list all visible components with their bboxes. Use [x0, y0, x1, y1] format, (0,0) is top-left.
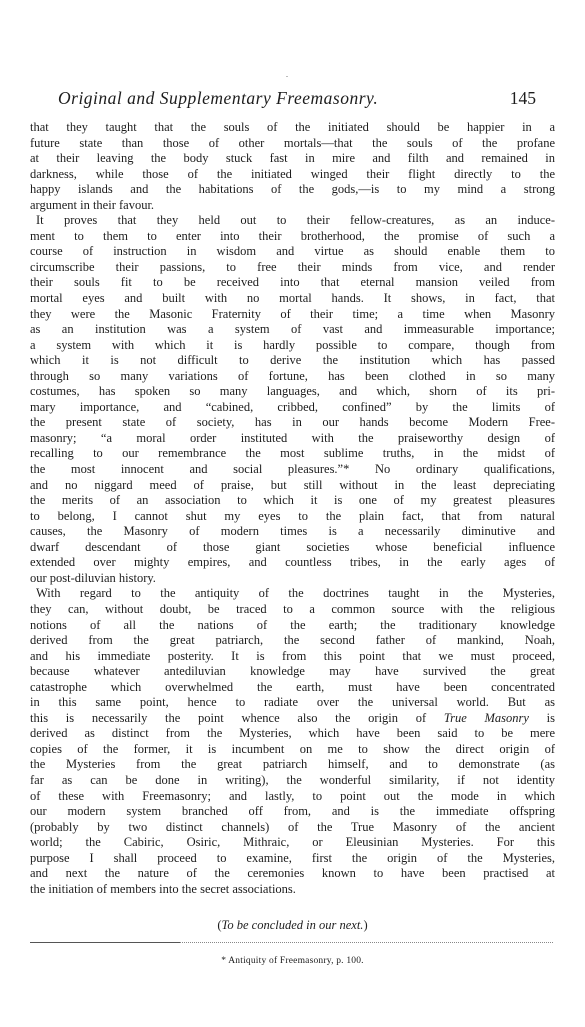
- text-line: causes, the Masonry of modern times is a necessarily diminutive and: [30, 524, 555, 539]
- text-line: mortal eyes and built with no mortal hands. It shows, in fact, that: [30, 291, 555, 306]
- continuation-close-paren: ): [363, 918, 368, 932]
- text-line: the merits of an association to which it is one of my greatest pleasures: [30, 493, 555, 508]
- text-line: far as can be done in writing), the wonderful similarity, if not identity: [30, 772, 555, 787]
- text-line: they can, without doubt, be traced to a common source with the religious: [30, 601, 555, 616]
- text-line: through so many variations of fortune, has been clothed in so many: [30, 368, 555, 383]
- text-line: With regard to the antiquity of the doctrines taught in the Mysteries,: [36, 586, 555, 601]
- text-line: the present state of society, has in our hands become Modern Free-: [30, 415, 555, 430]
- text-line: circumscribe their passions, to free their minds from vice, and render: [30, 259, 555, 274]
- text-line: derived as distinct from the Mysteries, which have been said to be mere: [30, 726, 555, 741]
- text-line: our modern system branched off from, and is the immediate offspring: [30, 804, 555, 819]
- text-line: the Mysteries from the great patriarch himself, and to demonstrate (as: [30, 757, 555, 772]
- text-line: the initiation of members into the secret associations.: [30, 881, 296, 896]
- text-line: to belong, I cannot shut my eyes to the plain fact, that from natural: [30, 508, 555, 523]
- continuation-open-paren: (: [217, 918, 222, 932]
- print-mark: [286, 76, 288, 77]
- text-line: catastrophe which overwhelmed the earth, must have been concentrated: [30, 679, 555, 694]
- text-line: they were the Masonic Fraternity of their time; a time when Masonry: [30, 306, 555, 321]
- continuation-text: To be concluded in our next.: [221, 918, 364, 932]
- text-line: our post-diluvian history.: [30, 570, 156, 585]
- paragraph: [30, 213, 555, 586]
- text-line: course of instruction in wisdom and virtue as should enable them to: [30, 244, 555, 259]
- running-title: Original and Supplementary Freemasonry.: [58, 88, 379, 108]
- text-line: copies of the former, it is incumbent on me to show the direct origin of: [30, 741, 555, 756]
- paragraph: [30, 120, 555, 213]
- text-line: argument in their favour.: [30, 197, 155, 212]
- text-line: recalling to our remembrance the most sublime truths, in the midst of: [30, 446, 555, 461]
- text-line: ment to them to enter into their brotherhood, the promise of such a: [30, 228, 555, 243]
- footnote-rule: [30, 942, 180, 943]
- text-line: of these with Freemasonry; and lastly, to point out the mode in which: [30, 788, 555, 803]
- text-line: the most innocent and social pleasures.”* No ordinary qualifications,: [30, 462, 555, 477]
- text-line: future state than those of other mortals—that the souls of the profane: [30, 135, 555, 150]
- text-line: as an institution was a system of vast and immeasurable importance;: [30, 322, 555, 337]
- text-line: mary importance, and “cabined, cribbed, confined” by the limits of: [30, 399, 555, 414]
- page-number: 145: [509, 88, 536, 108]
- text-line: darkness, while those of the initiated winged their flight directly to the: [30, 166, 555, 181]
- emphasis: True Masonry: [443, 710, 529, 725]
- text-line: costumes, has spoken so many languages, and which, shorn of its pri-: [30, 384, 555, 399]
- text-line: world; the Cabiric, Osiric, Mithraic, or Eleusinian Mysteries. For this: [30, 835, 555, 850]
- text-line: and his immediate posterity. It is from this point that we must proceed,: [30, 648, 555, 663]
- text-line: which it is not difficult to derive the institution which has passed: [30, 353, 555, 368]
- body-text: [30, 120, 555, 897]
- running-header: [58, 87, 536, 109]
- text-line: (probably by two distinct channels) of the True Masonry of the ancient: [30, 819, 555, 834]
- text-line: their souls fit to be received into that eternal mansion veiled from: [30, 275, 555, 290]
- text-line: because whatever antediluvian knowledge may have survived the great: [30, 664, 555, 679]
- text-line: and next the nature of the ceremonies known to have been practised at: [30, 866, 555, 881]
- text-line: extended over mighty empires, and countless tribes, in the early ages of: [30, 555, 555, 570]
- text-line: a system with which it is hardly possible to compare, though from: [30, 337, 555, 352]
- footnote: * Antiquity of Freemasonry, p. 100.: [221, 956, 364, 966]
- text-line: purpose I shall proceed to examine, first the origin of the Mysteries,: [30, 850, 555, 865]
- paragraph: [30, 586, 555, 897]
- text-line: It proves that they held out to their fellow-creatures, as an induce-: [36, 213, 555, 228]
- text-line: happy islands and the habitations of the gods,—is to my mind a strong: [30, 182, 555, 197]
- text-line: that they taught that the souls of the initiated should be happier in a: [30, 120, 555, 134]
- text-line: this is necessarily the point whence also the origin of True Masonry is: [30, 710, 555, 725]
- text-line: dwarf descendant of those giant societies whose beneficial influence: [30, 539, 555, 554]
- text-line: derived from the great patriarch, the second father of mankind, Noah,: [30, 633, 555, 648]
- text-line: in this same point, hence to radiate over the universal world. But as: [30, 695, 555, 710]
- text-line: at their leaving the body stuck fast in mire and filth and remained in: [30, 151, 555, 166]
- continuation-note: [0, 917, 585, 933]
- text-line: masonry; “a moral order instituted with the praiseworthy design of: [30, 430, 555, 445]
- text-line: notions of all the nations of the earth; the traditionary knowledge: [30, 617, 555, 632]
- text-line: and no niggard meed of praise, but still without in the least depreciating: [30, 477, 555, 492]
